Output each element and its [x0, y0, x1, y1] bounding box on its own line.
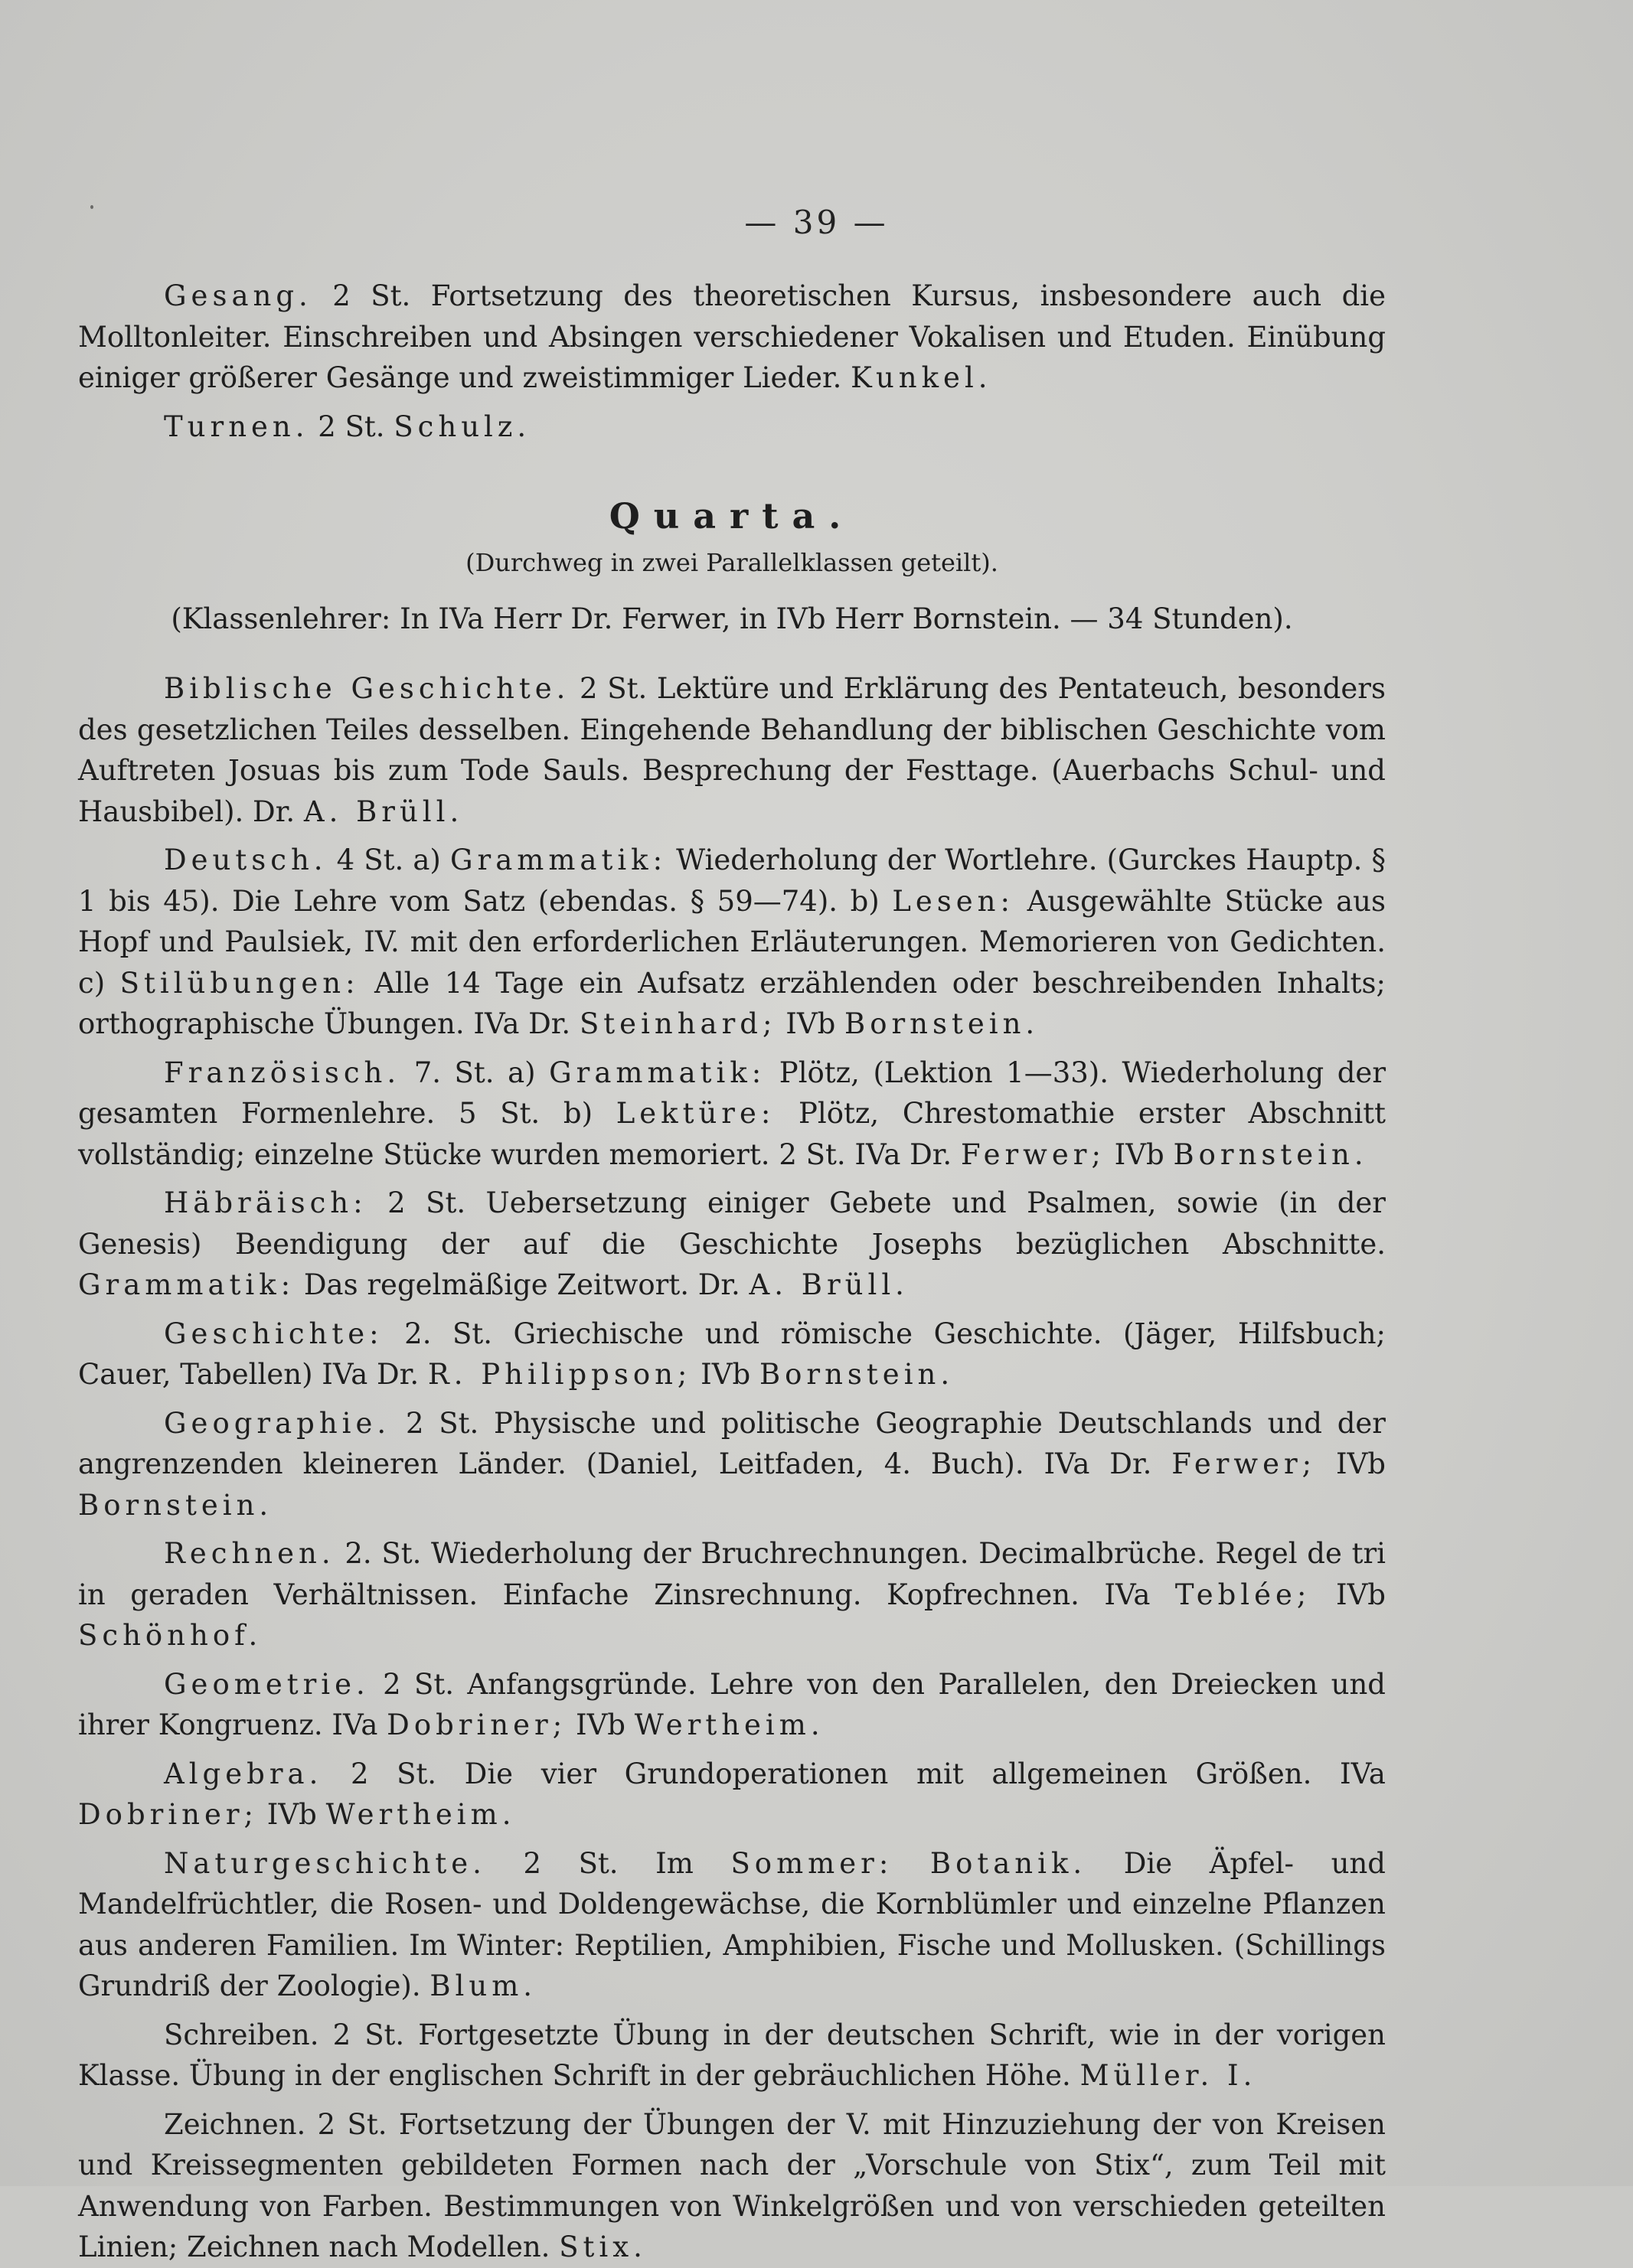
paragraph-text: IVb — [1105, 1137, 1174, 1171]
paragraph-naturgeschichte — [78, 1843, 1386, 2007]
page-number: — 39 — — [744, 204, 889, 241]
paragraph-text: IVb — [1316, 1447, 1386, 1480]
paragraph-text: Die Äpfel- und Mandelfrüchtler, die Rosen- und Doldengewächse, die Kornblümler und einzelne Pflanzen aus anderen Familien. Im — [78, 1846, 1386, 1962]
teacher-name: Ferwer; — [1171, 1447, 1317, 1480]
subject-heading: Häbräisch: — [164, 1186, 367, 1219]
topic-label: Lektüre: — [616, 1097, 776, 1130]
teacher-name: Stix. — [559, 2230, 647, 2263]
paragraph-text: 2 St. Fortsetzung der Übungen der V. mit Hinzuziehung der von Kreisen und Kreissegmenten gebildeten Formen nach der „Vorschule von Stix“, zum Teil mit Anwendung von Farben. Bestimmungen von Winkelgrößen und von verschieden geteilten Linien; Zeichnen nach Modellen. — [78, 2107, 1386, 2263]
paragraph-hebraeisch — [78, 1183, 1386, 1306]
paragraph-text: Das regelmäßige Zeitwort. Dr. — [295, 1268, 750, 1301]
subject-heading: Deutsch. — [164, 844, 328, 876]
paragraph-text: 4 St. a) — [327, 844, 450, 876]
teacher-name: Teblée; — [1174, 1578, 1311, 1611]
subject-heading: Zeichnen. — [164, 2107, 306, 2141]
paragraph-schreiben — [78, 2015, 1386, 2097]
subject-heading: Naturgeschichte. — [164, 1846, 486, 1880]
paragraph-geschichte — [78, 1313, 1386, 1395]
subject-heading: Algebra. — [164, 1757, 323, 1790]
section-teacher-line: (Klassenlehrer: In IVa Herr Dr. Ferwer, in IVb Herr Bornstein. — 34 Stunden). — [171, 602, 1293, 635]
teacher-name: Wertheim. — [325, 1798, 516, 1831]
topic-label: Lesen: — [892, 884, 1014, 918]
teacher-name: Bornstein. — [759, 1358, 955, 1391]
teacher-name: Blum. — [429, 1969, 537, 2002]
section-title: Quarta. — [609, 495, 855, 537]
topic-label: Grammatik: — [549, 1056, 766, 1089]
topic-label: Sommer: — [730, 1846, 893, 1880]
paragraph-text: Wiederholung der Wortlehre. (Gurckes Hauptp. § 1 bis 45). Die Lehre vom Satz (ebendas. § 59—74). b) — [78, 844, 1386, 918]
subject-heading: Schreiben. — [164, 2018, 319, 2051]
teacher-name: A. Brüll. — [749, 1268, 909, 1301]
paragraph-text: IVb — [776, 1007, 845, 1040]
teacher-name: A. Brüll. — [303, 795, 464, 828]
teacher-name: Dobriner; — [387, 1708, 567, 1741]
teacher-name: Schönhof. — [78, 1619, 263, 1652]
paragraph-text: Plötz, Chrestomathie erster Abschnitt vollständig; einzelne Stücke wurden memoriert. 2 St. IVa Dr. — [78, 1097, 1386, 1171]
paragraph-text: 2 St. Lektüre und Erklärung des Pentateuch, besonders des gesetzlichen Teiles desselben. Eingehende Behandlung der biblischen Geschichte vom Auftreten Josuas bis zum Tode Sauls. Besprechung der Festtage. (Auerbachs Schul- und Hausbibel). Dr. — [78, 672, 1386, 828]
teacher-name: Steinhard; — [579, 1007, 777, 1040]
subject-heading: Gesang. — [164, 279, 312, 312]
subject-heading: Rechnen. — [164, 1537, 335, 1570]
paragraph-text: 2 St. Physische und politische Geographie Deutschlands und der angrenzenden kleineren Länder. (Daniel, Leitfaden, 4. Buch). IVa Dr. — [78, 1406, 1386, 1480]
paragraph-franzoesisch — [78, 1052, 1386, 1176]
paragraph-geographie — [78, 1403, 1386, 1526]
paragraph-rechnen — [78, 1533, 1386, 1656]
topic-label: Grammatik: — [78, 1268, 296, 1301]
teacher-name: Bornstein. — [1173, 1137, 1368, 1171]
subject-heading: Französisch. — [164, 1056, 401, 1089]
paragraph-text: 2. St. Griechische und römische Geschichte. (Jäger, Hilfsbuch; Cauer, Tabellen) IVa Dr. — [78, 1317, 1386, 1391]
teacher-name: Ferwer; — [960, 1137, 1106, 1171]
teacher-name: Schulz. — [394, 410, 531, 443]
paragraph-text: Plötz, (Lektion 1—33). Wiederholung der gesamten Formenlehre. 5 St. b) — [78, 1056, 1386, 1130]
paragraph-turnen — [78, 406, 1386, 448]
paragraph-text: 2. St. Wiederholung der Bruchrechnungen. Decimalbrüche. Regel de tri in geraden Verhältnissen. Einfache Zinsrechnung. Kopfrechnen. IVa — [78, 1537, 1386, 1611]
paragraph-text: 7. St. a) — [400, 1056, 550, 1089]
paragraph-text: 2 St. Die vier Grundoperationen mit allgemeinen Größen. IVa — [322, 1757, 1386, 1790]
paragraph-algebra — [78, 1754, 1386, 1836]
subject-heading: Turnen. — [164, 410, 309, 443]
paragraph-deutsch — [78, 840, 1386, 1045]
paragraph-text: IVb — [567, 1708, 635, 1741]
teacher-name: Kunkel. — [851, 361, 992, 394]
topic-label: Stilübungen: — [119, 966, 360, 1000]
topic-label: Grammatik: — [449, 844, 668, 876]
subject-heading: Geschichte: — [164, 1317, 384, 1350]
paragraph-text: 2 St. Fortgesetzte Übung in der deutschen Schrift, wie in der vorigen Klasse. Übung in der englischen Schrift in der gebräuchlichen Höhe. — [78, 2018, 1386, 2092]
teacher-name: Bornstein. — [78, 1488, 273, 1522]
subject-heading: Biblische Geschichte. — [164, 672, 570, 705]
teacher-name: Bornstein. — [844, 1007, 1040, 1040]
paragraph-gesang — [78, 276, 1386, 399]
paragraph-text: Ausgewählte Stücke aus Hopf und Paulsiek, IV. mit den erforderlichen Erläuterungen. Memorieren von Gedichten. c) — [78, 884, 1386, 1000]
paragraph-text: 2 St. Anfangsgründe. Lehre von den Parallelen, den Dreiecken und ihrer Kongruenz. IVa — [78, 1667, 1386, 1741]
paragraph-text: IVb — [1311, 1578, 1386, 1611]
topic-label: Winter: — [457, 1928, 565, 1962]
teacher-name: R. Philippson; — [427, 1358, 692, 1391]
paragraph-text: 2 St. Uebersetzung einiger Gebete und Psalmen, sowie (in der Genesis) Beendigung der auf die Geschichte Josephs bezüglichen Abschnitte. — [78, 1186, 1386, 1261]
subject-heading: Geographie. — [164, 1406, 391, 1440]
section-subtitle: (Durchweg in zwei Parallelklassen geteilt). — [465, 548, 998, 577]
topic-label: Botanik. — [929, 1846, 1087, 1880]
paragraph-text: 2 St. — [309, 410, 394, 443]
teacher-name: Dobriner; — [78, 1798, 259, 1831]
teacher-name: Wertheim. — [634, 1708, 825, 1741]
subject-heading: Geometrie. — [164, 1667, 370, 1701]
paragraph-text: IVb — [691, 1358, 759, 1391]
paragraph-geometrie — [78, 1664, 1386, 1746]
paragraph-text: IVb — [258, 1798, 326, 1831]
paragraph-text: Alle 14 Tage ein Aufsatz erzählenden oder beschreibenden Inhalts; orthographische Übungen. IVa Dr. — [78, 966, 1386, 1040]
paragraph-text: 2 St. Im — [485, 1846, 731, 1880]
paragraph-biblische-geschichte — [78, 668, 1386, 832]
page-body — [78, 276, 1386, 2268]
paragraph-text — [893, 1847, 930, 1880]
paragraph-text: 2 St. Fortsetzung des theoretischen Kursus, insbesondere auch die Molltonleiter. Einschreiben und Absingen verschiedener Vokalisen und Etuden. Einübung einiger größerer Gesänge und zweistimmiger Lieder. — [78, 279, 1386, 394]
paragraph-text: Reptilien, Amphibien, Fische und Mollusken. (Schillings Grundriß der Zoologie). — [78, 1928, 1386, 2002]
teacher-name: Müller. I. — [1079, 2059, 1257, 2092]
